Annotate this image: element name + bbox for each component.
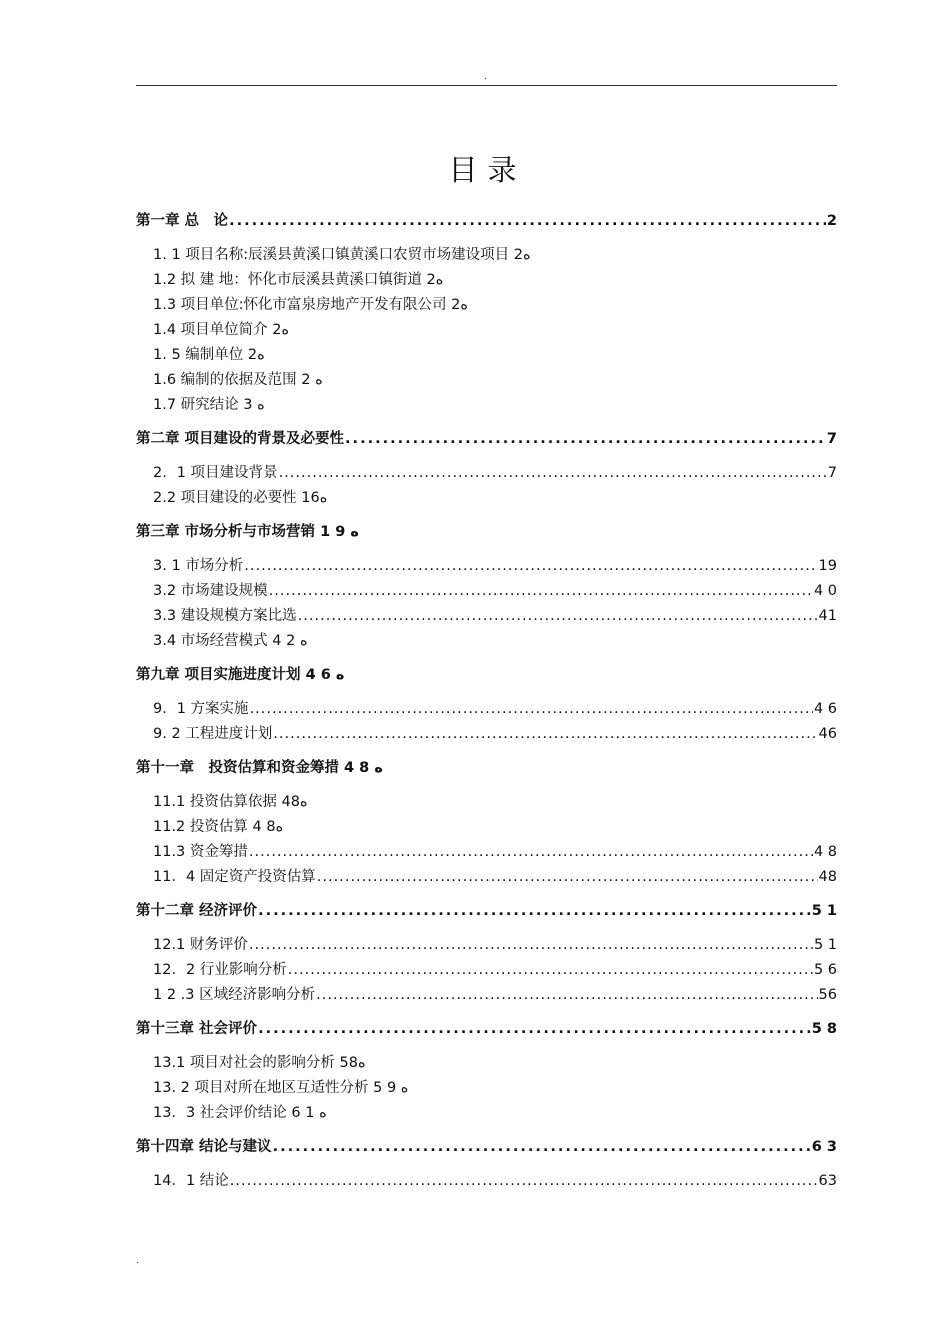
toc-page-number: 46 [818,726,837,742]
toc-section-entry[interactable] [136,486,837,511]
toc-section-entry[interactable] [136,933,837,958]
toc-entry-title: 1.3 项目单位:怀化市富泉房地产开发有限公司 2ە [153,297,468,313]
toc-section-entry[interactable] [136,1169,837,1194]
toc-section-entry[interactable] [136,722,837,747]
toc-section-entry[interactable] [136,604,837,629]
toc-entry-title: 第一章 总 论 [136,213,229,229]
toc-entry-title: 13．3 社会评价结论 6 1 ە [153,1105,327,1121]
toc-chapter-entry[interactable] [136,427,837,452]
toc-page-number: 41 [818,608,837,624]
toc-section-entry[interactable] [136,318,837,343]
toc-dot-leader [298,604,818,629]
header-mark: . [484,71,488,82]
toc-section-entry[interactable] [136,865,837,890]
toc-entry-title: 14．1 结论 [153,1173,229,1189]
toc-entry-title: 13.1 项目对社会的影响分析 58ە [153,1055,366,1071]
toc-entry-title: 3.2 市场建设规模 [153,583,268,599]
toc-section-entry[interactable] [136,579,837,604]
toc-section-entry[interactable] [136,1076,837,1101]
toc-chapter-entry[interactable] [136,756,837,781]
toc-page-number: 19 [818,558,837,574]
toc-dot-leader [229,209,826,234]
toc-section-entry[interactable] [136,268,837,293]
toc-entry-title: 11．4 固定资产投资估算 [153,869,316,885]
toc-entry-title: 9. 2 工程进度计划 [153,726,273,742]
toc-entry-title: 9．1 方案实施 [153,701,249,717]
toc-page-number: 48 [818,869,837,885]
toc-section-entry[interactable] [136,343,837,368]
toc-chapter-entry[interactable] [136,1135,837,1160]
toc-entry-title: 2．1 项目建设背景 [153,465,278,481]
toc-page-number: 6 3 [811,1139,837,1155]
toc-entry-title: 1. 1 项目名称:辰溪县黄溪口镇黄溪口农贸市场建设项目 2ە [153,247,531,263]
toc-dot-leader [273,1135,811,1160]
toc-section-entry[interactable] [136,815,837,840]
toc-chapter-entry[interactable] [136,899,837,924]
toc-chapter-entry[interactable] [136,663,837,688]
toc-entry-title: 第十二章 经济评价 [136,903,258,919]
toc-entry-title: 3. 1 市场分析 [153,558,244,574]
toc-entry-title: 11.1 投资估算依据 48ە [153,794,308,810]
toc-dot-leader [258,1017,811,1042]
toc-dot-leader [230,1169,818,1194]
toc-entry-title: 12.1 财务评价 [153,937,248,953]
toc-dot-leader [273,722,817,747]
toc-page-number: 56 [818,987,837,1003]
toc-section-entry[interactable] [136,697,837,722]
toc-entry-title: 第九章 项目实施进度计划 4 6 ە [136,667,345,683]
toc-section-entry[interactable] [136,554,837,579]
toc-dot-leader [279,461,827,486]
page-title: 目录 [448,153,527,188]
toc-section-entry[interactable] [136,393,837,418]
toc-dot-leader [244,554,817,579]
toc-page-number: 4 8 [813,844,837,860]
toc-entry-title: 12．2 行业影响分析 [153,962,287,978]
toc-entry-title: 3.3 建设规模方案比选 [153,608,297,624]
toc-page-number: 5 1 [813,937,837,953]
table-of-contents [136,209,837,1194]
toc-section-entry[interactable] [136,790,837,815]
toc-dot-leader [249,933,813,958]
toc-entry-title: 1.2 拟 建 地：怀化市辰溪县黄溪口镇街道 2ە [153,272,444,288]
toc-dot-leader [288,958,813,983]
toc-section-entry[interactable] [136,840,837,865]
toc-entry-title: 2.2 项目建设的必要性 16ە [153,490,328,506]
toc-page-number: 4 6 [813,701,837,717]
toc-page-number: 63 [818,1173,837,1189]
toc-section-entry[interactable] [136,461,837,486]
toc-dot-leader [269,579,813,604]
toc-entry-title: 13. 2 项目对所在地区互适性分析 5 9 ە [153,1080,409,1096]
toc-section-entry[interactable] [136,243,837,268]
toc-section-entry[interactable] [136,629,837,654]
toc-dot-leader [258,899,811,924]
toc-section-entry[interactable] [136,983,837,1008]
toc-page-number: 5 8 [811,1021,837,1037]
toc-entry-title: 第十一章 投资估算和资金筹措 4 8 ە [136,760,383,776]
toc-entry-title: 第十四章 结论与建议 [136,1139,272,1155]
toc-section-entry[interactable] [136,368,837,393]
toc-entry-title: 11.2 投资估算 4 8ە [153,819,284,835]
toc-dot-leader [316,983,817,1008]
toc-dot-leader [345,427,826,452]
toc-entry-title: 1.6 编制的依据及范围 2 ە [153,372,323,388]
toc-dot-leader [249,840,813,865]
toc-page-number: 5 6 [813,962,837,978]
toc-entry-title: 第三章 市场分析与市场营销 1 9 ە [136,524,359,540]
toc-entry-title: 1 2 .3 区域经济影响分析 [153,987,316,1003]
toc-entry-title: 第十三章 社会评价 [136,1021,258,1037]
toc-entry-title: 3.4 市场经营模式 4 2 ە [153,633,308,649]
toc-section-entry[interactable] [136,293,837,318]
toc-section-entry[interactable] [136,1051,837,1076]
toc-page-number: 2 [826,213,837,229]
header-rule [136,85,837,86]
toc-page-number: 7 [827,465,837,481]
footer-mark: . [136,1255,140,1266]
toc-page-number: 5 1 [811,903,837,919]
toc-entry-title: 第二章 项目建设的背景及必要性 [136,431,345,447]
toc-chapter-entry[interactable] [136,1017,837,1042]
toc-chapter-entry[interactable] [136,520,837,545]
toc-page-number: 7 [826,431,837,447]
toc-page-number: 4 0 [813,583,837,599]
toc-entry-title: 1.4 项目单位简介 2ە [153,322,290,338]
toc-section-entry[interactable] [136,958,837,983]
toc-entry-title: 11.3 资金筹措 [153,844,248,860]
toc-section-entry[interactable] [136,1101,837,1126]
toc-entry-title: 1. 5 编制单位 2ە [153,347,265,363]
toc-chapter-entry[interactable] [136,209,837,234]
toc-dot-leader [317,865,818,890]
toc-entry-title: 1.7 研究结论 3 ە [153,397,265,413]
toc-dot-leader [250,697,813,722]
